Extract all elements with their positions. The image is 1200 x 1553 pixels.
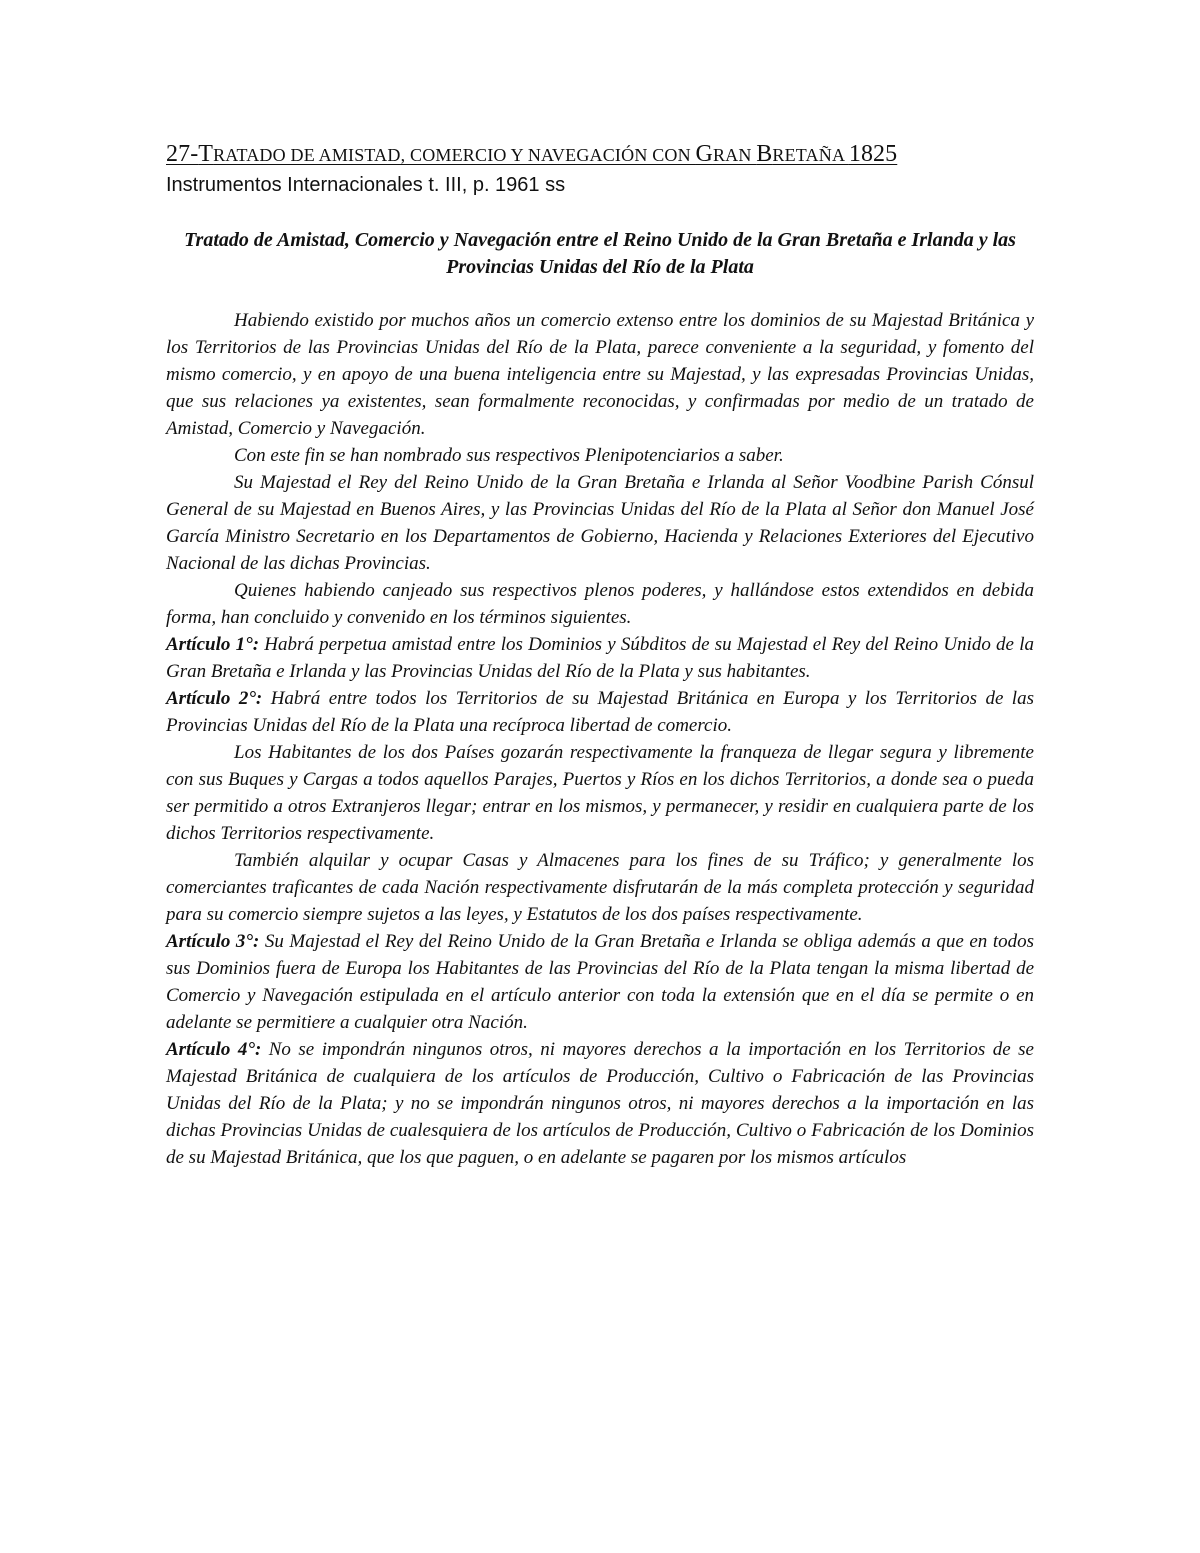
- article-label: Artículo 2°:: [166, 688, 263, 709]
- heading-year: 1825: [848, 141, 898, 167]
- article-4: [166, 1036, 1034, 1171]
- preamble-paragraph: Su Majestad el Rey del Reino Unido de la Gran Bretaña e Irlanda al Señor Voodbine Parish Cónsul General de su Majestad en Buenos Aires, y las Provincias Unidas del Río de la Plata al Señor don Manuel José García Ministro Secretario en los Departamentos de Gobierno, Hacienda y Relaciones Exteriores del Ejecutivo Nacional de las dichas Provincias.: [166, 472, 1034, 574]
- heading-number: 27-: [166, 141, 199, 167]
- document-heading: 27-TRATADO DE AMISTAD, COMERCIO Y NAVEGACIÓN CON GRAN BRETAÑA 1825: [166, 141, 898, 167]
- article-2: [166, 685, 1034, 739]
- article-label: Artículo 3°:: [166, 931, 260, 952]
- preamble-paragraph: Con este fin se han nombrado sus respectivos Plenipotenciarios a saber.: [234, 445, 784, 466]
- treaty-title: Tratado de Amistad, Comercio y Navegación entre el Reino Unido de la Gran Bretaña e Irlanda y las Provincias Unidas del Río de la Plata: [184, 229, 1016, 278]
- article-label: Artículo 4°:: [166, 1039, 262, 1060]
- article-2-paragraph: Los Habitantes de los dos Países gozarán respectivamente la franqueza de llegar segura y libremente con sus Buques y Cargas a todos aquellos Parajes, Puertos y Ríos en los dichos Territorios, a donde sea o pueda ser permitido a otros Extranjeros llegar; entrar en los mismos, y permanecer, y residir en cualquiera parte de los dichos Territorios respectivamente.: [166, 742, 1034, 844]
- preamble-paragraph: Quienes habiendo canjeado sus respectivos plenos poderes, y hallándose estos extendidos en debida forma, han concluido y convenido en los términos siguientes.: [166, 580, 1034, 628]
- preamble-paragraph: Habiendo existido por muchos años un comercio extenso entre los dominios de su Majestad Británica y los Territorios de las Provincias Unidas del Río de la Plata, parece conveniente a la seguridad, y fomento del mismo comercio, y en apoyo de una buena inteligencia entre su Majestad, y las expresadas Provincias Unidas, que sus relaciones ya existentes, sean formalmente reconocidas, y confirmadas por medio de un tratado de Amistad, Comercio y Navegación.: [166, 310, 1034, 439]
- document-source: Instrumentos Internacionales t. III, p. 1961 ss: [166, 174, 566, 196]
- article-3: [166, 928, 1034, 1036]
- article-text: Su Majestad el Rey del Reino Unido de la Gran Bretaña e Irlanda se obliga además a que en todos sus Dominios fuera de Europa los Habitantes de las Provincias del Río de la Plata tengan la misma libertad de Comercio y Navegación estipulada en el artículo anterior con toda la extensión que en el día se permite o en adelante se permitiere a cualquier otra Nación.: [166, 931, 1034, 1033]
- article-text: No se impondrán ningunos otros, ni mayores derechos a la importación en los Territorios de se Majestad Británica de cualquiera de los artículos de Producción, Cultivo o Fabricación de las Provincias Unidas del Río de la Plata; y no se impondrán ningunos otros, ni mayores derechos a la importación en las dichas Provincias Unidas de cualesquiera de los artículos de Producción, Cultivo o Fabricación de los Dominios de su Majestad Británica, que los que paguen, o en adelante se pagaren por los mismos artículos: [166, 1039, 1034, 1168]
- article-text: Habrá entre todos los Territorios de su Majestad Británica en Europa y los Territorios de las Provincias Unidas del Río de la Plata una recíproca libertad de comercio.: [166, 688, 1034, 736]
- article-2-paragraph: También alquilar y ocupar Casas y Almacenes para los fines de su Tráfico; y generalmente los comerciantes traficantes de cada Nación respectivamente disfrutarán de la más completa protección y seguridad para su comercio siempre sujetos a las leyes, y Estatutos de los dos países respectivamente.: [166, 850, 1034, 925]
- document-page: [166, 140, 1034, 1171]
- treaty-body: [166, 307, 1034, 1171]
- article-1: [166, 631, 1034, 685]
- article-label: Artículo 1°:: [166, 634, 260, 655]
- article-text: Habrá perpetua amistad entre los Dominios y Súbditos de su Majestad el Rey del Reino Unido de la Gran Bretaña e Irlanda y las Provincias Unidas del Río de la Plata y sus habitantes.: [166, 634, 1034, 682]
